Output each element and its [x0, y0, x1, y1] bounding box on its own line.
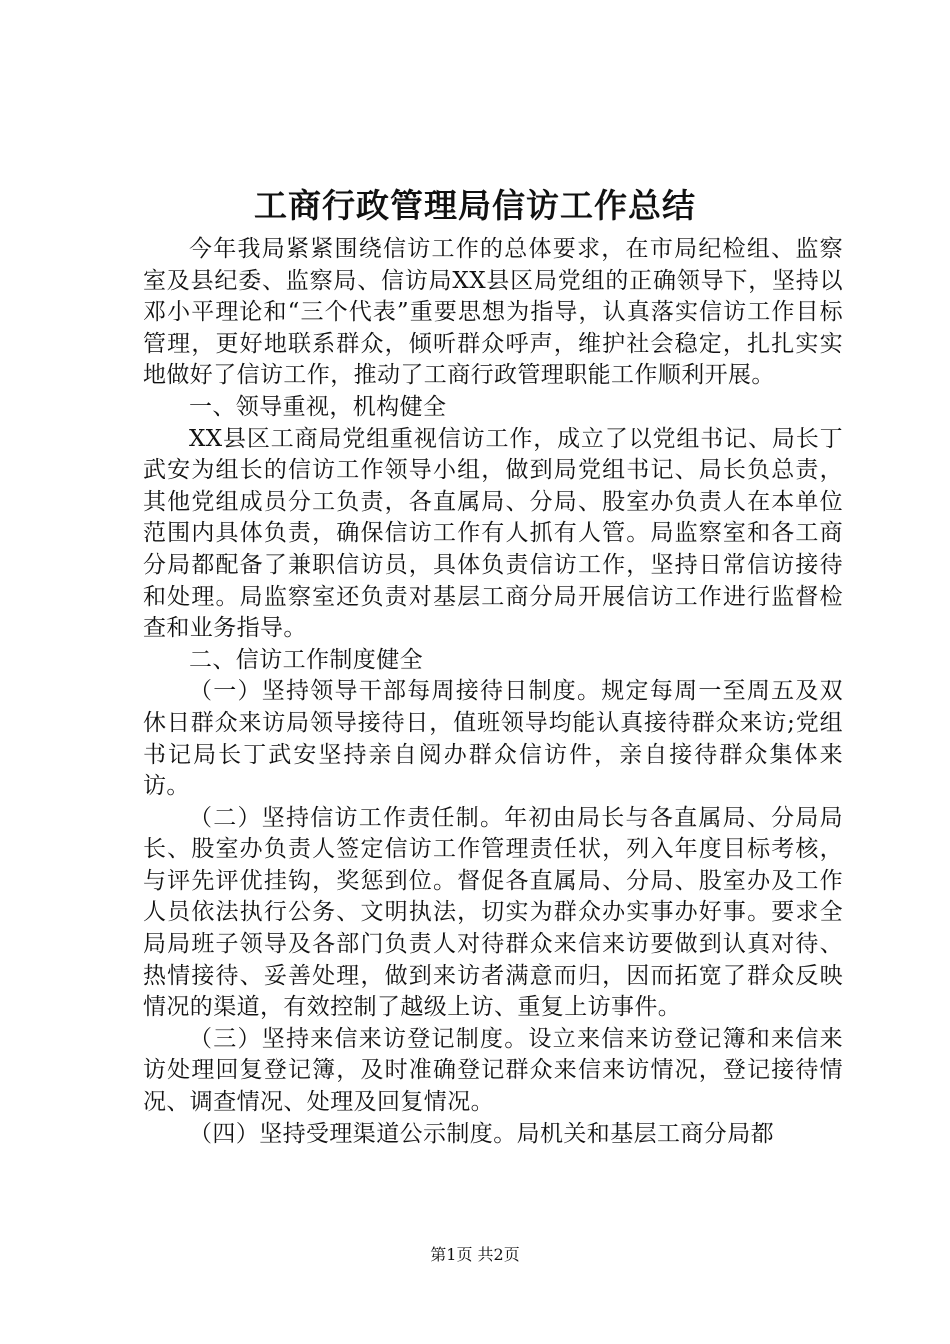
- page-number-footer: 第1页 共2页: [430, 1245, 520, 1264]
- document-title: 工商行政管理局信访工作总结: [254, 186, 696, 225]
- subsection-4-paragraph: （四）坚持受理渠道公示制度。局机关和基层工商分局都: [189, 1120, 774, 1147]
- intro-paragraph: 今年我局紧紧围绕信访工作的总体要求，在市局纪检组、监察室及县纪委、监察局、信访局XX县区局党组的正确领导下，坚持以邓小平理论和“三个代表”重要思想为指导，认真落实信访工作目标管理，更好地联系群众，倾听群众呼声，维护社会稳定，扎扎实实地做好了信访工作，推动了工商行政管理职能工作顺利开展。: [143, 236, 843, 389]
- section-heading-1: 一、领导重视，机构健全: [189, 393, 447, 420]
- subsection-1-paragraph: （一）坚持领导干部每周接待日制度。规定每周一至周五及双休日群众来访局领导接待日，值班领导均能认真接待群众来访;党组书记局长丁武安坚持亲自阅办群众信访件，亲自接待群众集体来访。: [143, 678, 843, 800]
- document-body: [143, 234, 843, 1150]
- section-heading-2: 二、信访工作制度健全: [189, 646, 423, 673]
- subsection-2-paragraph: （二）坚持信访工作责任制。年初由局长与各直属局、分局局长、股室办负责人签定信访工作管理责任状，列入年度目标考核，与评先评优挂钩，奖惩到位。督促各直属局、分局、股室办及工作人员依法执行公务、文明执法，切实为群众办实事办好事。要求全局局班子领导及各部门负责人对待群众来信来访要做到认真对待、热情接待、妥善处理，做到来访者满意而归，因而拓宽了群众反映情况的渠道，有效控制了越级上访、重复上访事件。: [143, 804, 843, 1021]
- subsection-3-paragraph: （三）坚持来信来访登记制度。设立来信来访登记簿和来信来访处理回复登记簿，及时准确登记群众来信来访情况，登记接待情况、调查情况、处理及回复情况。: [143, 1025, 843, 1116]
- section-1-paragraph: XX县区工商局党组重视信访工作，成立了以党组书记、局长丁武安为组长的信访工作领导小组，做到局党组书记、局长负总责，其他党组成员分工负责，各直属局、分局、股室办负责人在本单位范围内具体负责，确保信访工作有人抓有人管。局监察室和各工商分局都配备了兼职信访员，具体负责信访工作，坚持日常信访接待和处理。局监察室还负责对基层工商分局开展信访工作进行监督检查和业务指导。: [143, 425, 843, 642]
